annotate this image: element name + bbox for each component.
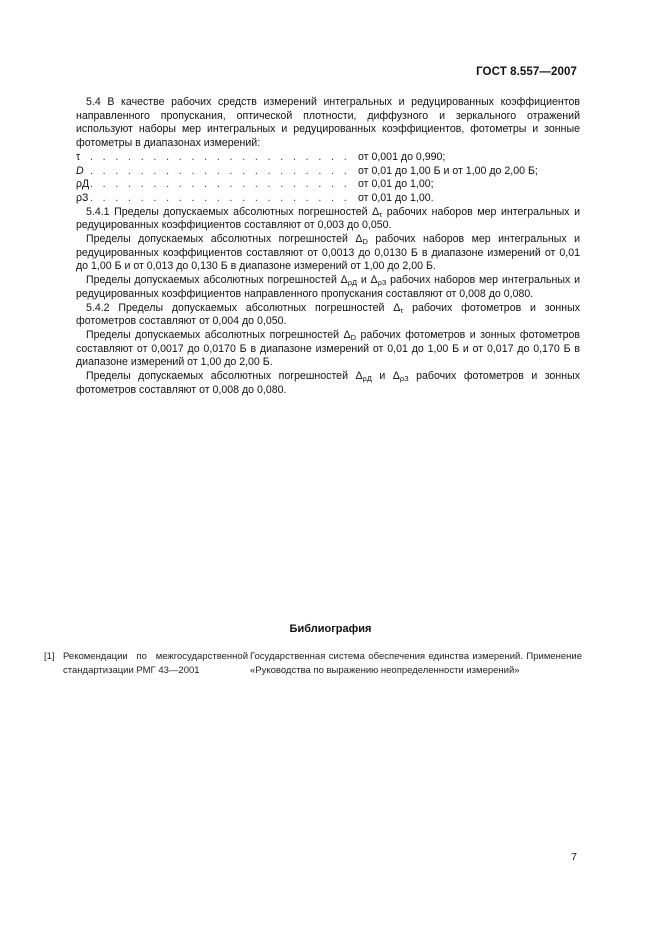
- range-value: от 0,001 до 0,990;: [358, 150, 446, 163]
- range-value: от 0,01 до 1,00 Б и от 1,00 до 2,00 Б;: [358, 164, 538, 177]
- bibliography-entry-description: Государственная система обеспечения единства измерений. Применение «Руководства по выражению неопределенности измерений»: [250, 651, 582, 676]
- range-value: от 0,01 до 1,00;: [358, 178, 434, 191]
- range-row-d: [76, 165, 580, 179]
- range-row-rho-d: [76, 178, 580, 192]
- dot-leader: [90, 165, 354, 179]
- dot-leader: [90, 192, 354, 206]
- bibliography-entry-number: [1]: [44, 651, 55, 662]
- range-symbol: D: [76, 164, 84, 177]
- bibliography-title: Библиография: [289, 623, 372, 635]
- section-5-4-2-paragraph-1: 5.4.2 Пределы допускаемых абсолютных погрешностей $\Delta_\tau$ рабочих фотометров и зонных фотометров составляют от 0,004 до 0,050.: [76, 301, 581, 328]
- bibliography-entry-source: Рекомендации по межгосударственной стандартизации РМГ 43—2001: [63, 651, 248, 676]
- range-row-tau: [76, 151, 580, 165]
- range-symbol: ρД: [76, 178, 90, 191]
- section-5-4-1-paragraph-2: Пределы допускаемых абсолютных погрешностей $\Delta_D$ рабочих наборов мер интегральных и редуцированных коэффициентов составляют от 0,0013 до 0,0130 Б в диапазоне измерений от 0,01 до 1,00 Б и от 0,013 до 0,130 Б в диапазоне измерений от 1,00 до 2,00 Б.: [76, 233, 580, 273]
- document-code-header: ГОСТ 8.557—2007: [476, 66, 577, 78]
- dot-leader: [90, 151, 354, 165]
- main-text: [76, 96, 580, 397]
- page-number: 7: [571, 851, 577, 863]
- range-symbol: ρЗ: [76, 191, 89, 204]
- section-5-4-1-paragraph-1: 5.4.1 Пределы допускаемых абсолютных погрешностей $\Delta_\tau$ рабочих наборов мер интегральных и редуцированных коэффициентов составляют от 0,003 до 0,050.: [76, 205, 580, 232]
- section-5-4-2-paragraph-3: Пределы допускаемых абсолютных погрешностей $\Delta_{\rho Д}$ и $\Delta_{\rho З}$ рабочих фотометров и зонных фотометров составляют от 0,008 до 0,080.: [76, 370, 580, 396]
- range-value: от 0,01 до 1,00.: [358, 191, 434, 204]
- section-5-4-2-paragraph-2: Пределы допускаемых абсолютных погрешностей $\Delta_D$ рабочих фотометров и зонных фотометров составляют от 0,0017 до 0,0170 Б в диапазоне измерений от 0,01 до 1,00 Б и от 0,017 до 0,170 Б в диапазоне измерений от 1,00 до 2,00 Б.: [76, 328, 580, 369]
- range-row-rho-z: [76, 192, 580, 206]
- dot-leader: [90, 178, 354, 192]
- range-symbol: τ: [76, 150, 81, 163]
- section-5-4-1-paragraph-3: Пределы допускаемых абсолютных погрешностей $\Delta_{\rho Д}$ и $\Delta_{\rho З}$ рабочих наборов мер интегральных и редуцированных коэффициентов направленного пропускания составляют от 0,008 до 0,080.: [76, 274, 580, 300]
- section-5-4-intro: 5.4 В качестве рабочих средств измерений интегральных и редуцированных коэффициентов направленного пропускания, оптической плотности, диффузного и зеркального отражений используют наборы мер интегральных и редуцированных коэффициентов, фотометры и зонные фотометры в диапазонах измерений:: [76, 96, 580, 150]
